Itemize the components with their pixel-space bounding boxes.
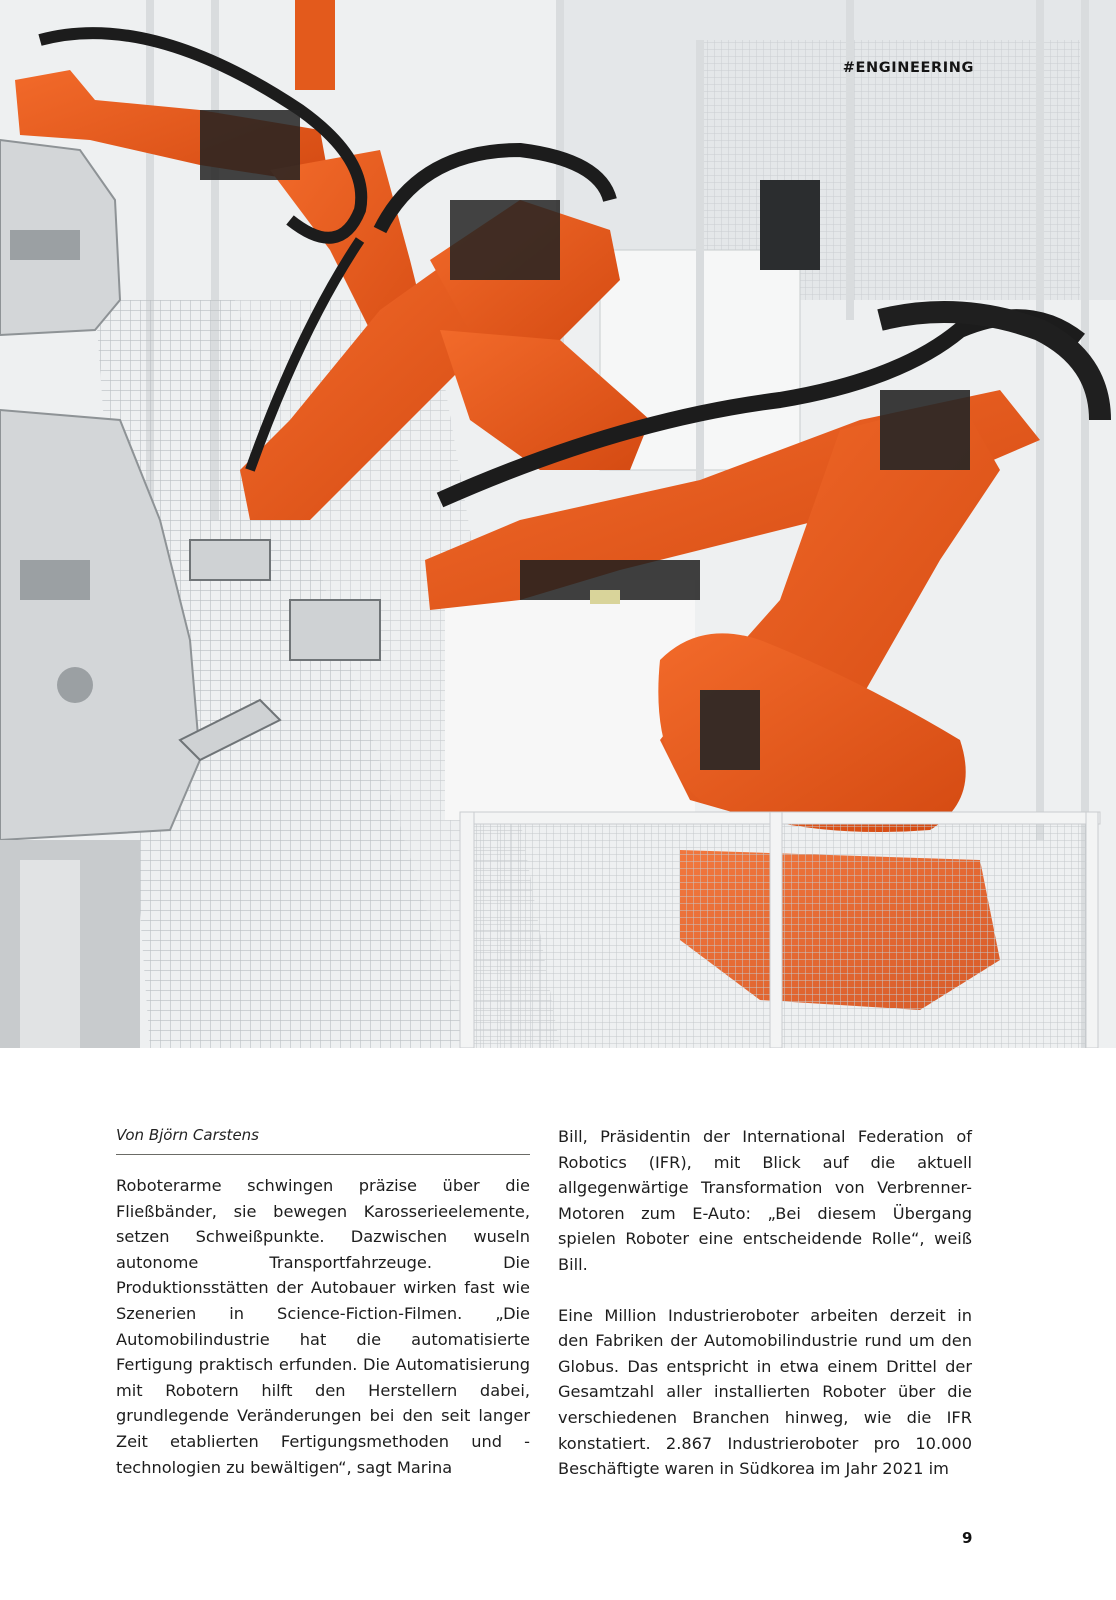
paragraph: Bill, Präsidentin der International Federation of Robotics (IFR), mit Blick auf die aktuell allgegenwärtige Transformation von Verbrenner-Motoren zum E-Auto: „Bei diesem Übergang spielen Roboter eine entscheidende Rolle“, weiß Bill.	[558, 1127, 972, 1274]
paragraph: Roboterarme schwingen präzise über die Fließbänder, sie bewegen Karosserieelemente, setzen Schweißpunkte. Dazwischen wuseln autonome Transportfahrzeuge. Die Produktionsstätten der Autobauer wirken fast wie Szenerien in Science-Fiction-Filmen. „Die Automobilindustrie hat die automatisierte Fertigung praktisch erfunden. Die Automatisierung mit Robotern hilft den Herstellern dabei, grundlegende Veränderungen bei den seit langer Zeit etablierten Fertigungsmethoden und -technologien zu bewältigen“, sagt Marina	[116, 1176, 530, 1477]
paragraph: Eine Million Industrieroboter arbeiten derzeit in den Fabriken der Automobilindustrie rund um den Globus. Das entspricht in etwa einem Drittel der Gesamtzahl aller installierten Roboter über die verschiedenen Branchen hinweg, wie die IFR konstatiert. 2.867 Industrieroboter pro 10.000 Beschäftigte waren in Südkorea im Jahr 2021 im	[558, 1305, 972, 1479]
article-column-left	[116, 1124, 530, 1505]
category-tag: #ENGINEERING	[842, 60, 974, 76]
article-column-right	[558, 1124, 972, 1507]
page-number: 9	[962, 1529, 973, 1547]
byline: Von Björn Carstens	[116, 1124, 530, 1155]
